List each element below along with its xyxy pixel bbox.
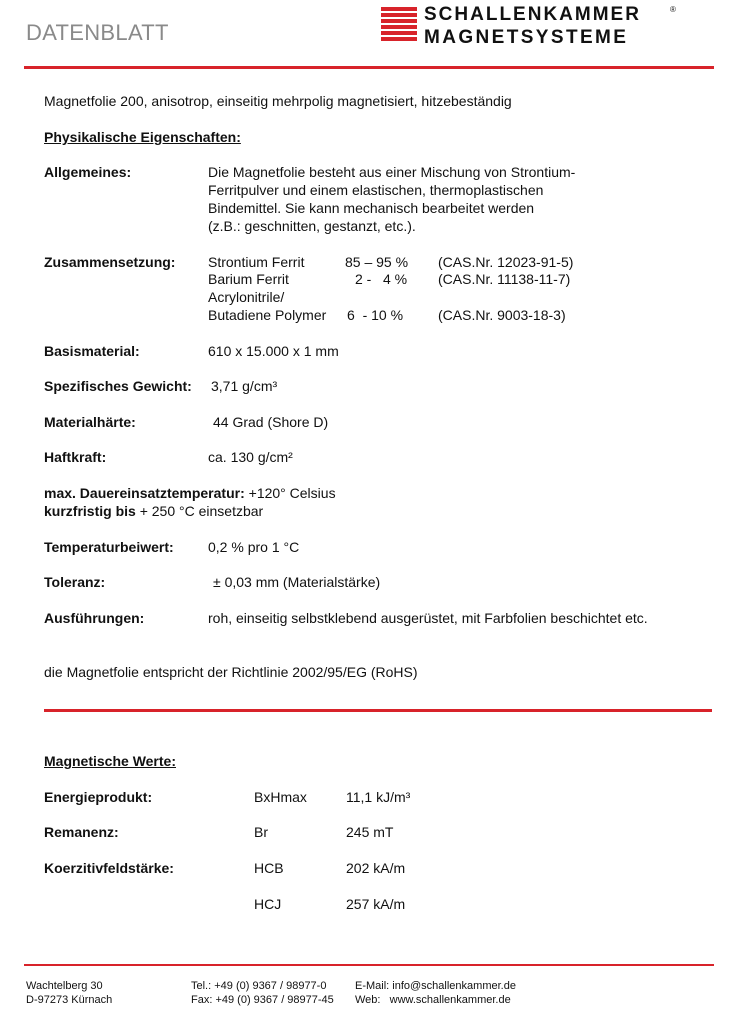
logo-company-name: SCHALLENKAMMER [424, 4, 641, 25]
general-line: Bindemittel. Sie kann mechanisch bearbeitet werden [208, 200, 535, 216]
general-label: Allgemeines: [44, 164, 132, 180]
hardness-value: 44 Grad (Shore D) [213, 414, 329, 430]
product-description: Magnetfolie 200, anisotrop, einseitig mehrpolig magnetisiert, hitzebeständig [44, 93, 512, 109]
registered-mark: ® [670, 5, 676, 14]
composition-cas: (CAS.Nr. 11138-11-7) [438, 271, 571, 287]
section-divider [44, 709, 712, 712]
temperature-short-label: kurzfristig bis [44, 503, 136, 519]
composition-pct: 85 – 95 % [345, 254, 409, 270]
tolerance-label: Toleranz: [44, 574, 106, 590]
temperature-line [44, 485, 336, 501]
header-divider [24, 66, 714, 69]
temperature-short-value: + 250 °C einsetzbar [139, 503, 264, 519]
footer-street: Wachtelberg 30 [26, 980, 103, 992]
adhesion-label: Haftkraft: [44, 449, 107, 465]
footer-phone: Tel.: +49 (0) 9367 / 98977-0 [191, 980, 327, 992]
footer-email-link[interactable]: E-Mail: info@schallenkammer.de [355, 980, 516, 992]
composition-name: Butadiene Polymer [208, 307, 327, 323]
tolerance-value: ± 0,03 mm (Materialstärke) [213, 574, 381, 590]
composition-name: Barium Ferrit [208, 271, 289, 287]
temp-coefficient-label: Temperaturbeiwert: [44, 539, 174, 555]
rohs-statement: die Magnetfolie entspricht der Richtlinie 2002/95/EG (RoHS) [44, 664, 418, 680]
base-material-value: 610 x 15.000 x 1 mm [208, 343, 339, 359]
temp-coefficient-value: 0,2 % pro 1 °C [208, 539, 300, 555]
temperature-label: max. Dauereinsatztemperatur: [44, 485, 245, 501]
magnetic-heading: Magnetische Werte: [44, 753, 176, 769]
specific-weight-value: 3,71 g/cm³ [211, 378, 278, 394]
logo-company-subtitle: MAGNETSYSTEME [424, 27, 629, 48]
general-line: Ferritpulver und einem elastischen, thermoplastischen [208, 182, 544, 198]
temperature-value: +120° Celsius [248, 485, 336, 501]
specific-weight-label: Spezifisches Gewicht: [44, 378, 192, 394]
composition-pct: 2 - 4 % [355, 271, 408, 287]
energy-product-value: 11,1 kJ/m³ [346, 789, 411, 805]
general-line: (z.B.: geschnitten, gestanzt, etc.). [208, 218, 416, 234]
hardness-label: Materialhärte: [44, 414, 136, 430]
coercivity-hcj-value: 257 kA/m [346, 896, 406, 912]
coercivity-hcb-symbol: HCB [254, 860, 284, 876]
composition-pct: 6 - 10 % [347, 307, 404, 323]
energy-product-label: Energieprodukt: [44, 789, 153, 805]
coercivity-label: Koerzitivfeldstärke: [44, 860, 174, 876]
remanence-label: Remanenz: [44, 824, 119, 840]
composition-cas: (CAS.Nr. 9003-18-3) [438, 307, 566, 323]
adhesion-value: ca. 130 g/cm² [208, 449, 293, 465]
coercivity-hcj-symbol: HCJ [254, 896, 282, 912]
composition-name: Strontium Ferrit [208, 254, 305, 270]
footer-fax: Fax: +49 (0) 9367 / 98977-45 [191, 994, 334, 1006]
document-title: DATENBLATT [26, 20, 169, 45]
composition-cas: (CAS.Nr. 12023-91-5) [438, 254, 574, 270]
base-material-label: Basismaterial: [44, 343, 140, 359]
general-line: Die Magnetfolie besteht aus einer Mischung von Strontium- [208, 164, 576, 180]
composition-label: Zusammensetzung: [44, 254, 176, 270]
energy-product-symbol: BxHmax [254, 789, 307, 805]
footer-divider [24, 964, 714, 966]
footer-city: D-97273 Kürnach [26, 994, 113, 1006]
versions-label: Ausführungen: [44, 610, 145, 626]
temperature-short-line [44, 503, 263, 519]
physical-heading: Physikalische Eigenschaften: [44, 129, 241, 145]
coercivity-hcb-value: 202 kA/m [346, 860, 406, 876]
remanence-symbol: Br [254, 824, 268, 840]
logo-stripes-icon [381, 7, 417, 43]
composition-name: Acrylonitrile/ [208, 289, 285, 305]
remanence-value: 245 mT [346, 824, 394, 840]
versions-value: roh, einseitig selbstklebend ausgerüstet, mit Farbfolien beschichtet etc. [208, 610, 648, 626]
footer-web-link[interactable]: Web: www.schallenkammer.de [355, 994, 511, 1006]
